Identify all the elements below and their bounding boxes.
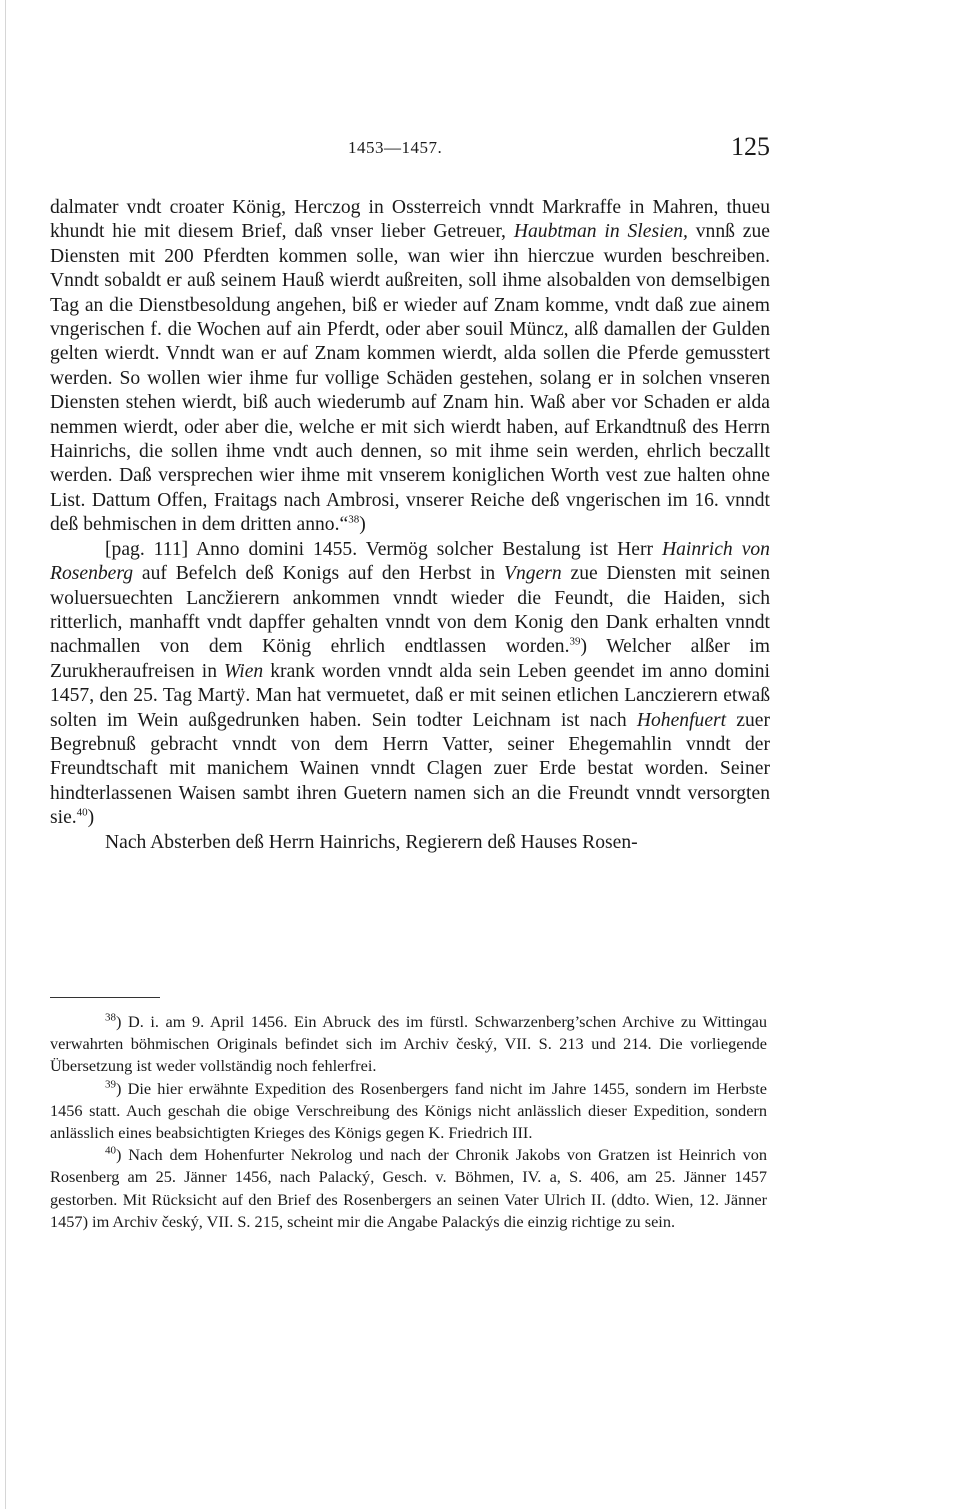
footnote-text: ) Nach dem Hohenfurter Nekrolog und nach der Chronik Jakobs von Gratzen ist Heinrich von Rosenberg am 25. Jänner 1456, nach Palacký, Gesch. v. Böhmen, IV. a, S. 406, am 25. Jänner 1457 gestorben. Mit Rücksicht auf den Brief des Rosenbergers an seinen Vater Ulrich II. (ddto. Wien, 12. Jänner 1457) im Archiv český, VII. S. 215, scheint mir die Angabe Palackýs die einzig richtige zu sein. <box>50 1145 767 1231</box>
paragraph-nach-absterben: Nach Absterben deß Herrn Hainrichs, Regierern deß Hauses Rosen- <box>105 831 638 853</box>
text-run: zuer Begrebnuß gebracht vnndt von dem Herrn Vatter, seiner Ehegemahlin vnndt der Freundtschaft mit manichem Wainen vnndt Clagen zuer Erde bestat worden. Seiner hindterlassenen Waisen sambt ihren Guetern namen sich an die Freundt vnndt versorgten sie. <box>50 709 770 829</box>
page-number: 125 <box>731 132 770 161</box>
footnote-marker: 38 <box>105 1011 116 1024</box>
running-header <box>48 132 770 172</box>
footnote-ref-39: 39 <box>569 635 581 648</box>
paragraph-letter-continuation <box>50 196 770 538</box>
text-run: vnnß zue Diensten mit 200 Pferdten kommen solle, wan wier ihn hierczue wurden beschreiben. Vnndt sobaldt er auß seinem Hauß wierdt außreiten, soll ihme alsobalden von demselbigen Tag an die Dienstbesoldung angehen, biß er wieder auf Znam komme, vndt daß zue ainem vngerischen f. die Wochen auf ain Pferdt, oder aber souil Müncz, alß damallen der Gulden gelten wierdt. Vnndt wan er auf Znam kommen wierdt, alda sollen die Pferde gemusstert werden. So wollen wier ihme fur vollige Schäden gestehen, solang er in solchen vnseren Diensten stehen wierdt, biß auch wiederumb auf Znam hin. Waß aber vor Schaden er alda nemmen wierdt, oder aber die, welche er mit sich wierdt haben, auf Erkandtnuß des Herrn Hainrichs, die sollen ihme vndt auch dennen, so mit ihme sein werden, ehrlich beczallt werden. Daß versprechen wier ihme mit vnserem koniglichen Worth vest zue halten ohne List. Dattum Offen, Fraitags nach Ambrosi, vnserer Reiche deß vngerischen im 16. vnndt deß behmischen in dem dritten anno.“ <box>50 221 770 536</box>
italic-place: Wien <box>224 660 264 682</box>
text-run: ) Welcher alßer im Zurukheraufreisen in <box>50 636 770 682</box>
footnote-39 <box>50 1078 767 1145</box>
footnote-38 <box>50 1011 767 1078</box>
paragraph-anno-1455 <box>50 538 770 831</box>
text-run: [pag. 111] Anno domini 1455. Vermög solcher Bestalung ist Herr <box>105 538 662 560</box>
footnote-marker: 39 <box>105 1078 116 1091</box>
text-run: zue Diensten mit seinen woluersuechten Lancžierern ankommen vnndt wieder die Feundt, die Haiden, sich ritterlich, manhafft vndt dapffer gehalten vnndt von dem Konig den Dank erhalten vnndt nachmallen von dem König ehrlich endtlassen worden. <box>50 563 770 658</box>
footnote-divider <box>50 997 160 998</box>
text-run: ) <box>359 514 366 536</box>
footnote-ref-38: 38 <box>348 513 360 526</box>
footnotes <box>50 1011 767 1233</box>
text-run: krank worden vnndt alda sein Leben geendet im anno domini 1457, den 25. Tag Martÿ. Man hat vermuetet, daß er mit seinen etlichen Lanczierern etwaß solten im Wein außgedrunken haben. Sein todter Leichnam ist nach <box>50 660 770 731</box>
italic-name: Hainrich von Rosenberg <box>50 538 770 585</box>
text-run: auf Befelch deß Konigs auf den Herbst in <box>133 563 505 585</box>
footnote-ref-40: 40 <box>76 806 88 819</box>
footnote-text: ) D. i. am 9. April 1456. Ein Abruck des im fürstl. Schwarzenberg’schen Archive zu Wittingau verwahrten böhmischen Originals befindet sich im Archiv český, VII. S. 213 und 214. Die vorliegende Übersetzung ist weder vollständig noch fehlerfrei. <box>50 1012 767 1076</box>
main-text <box>50 196 770 855</box>
page-edge-line <box>5 0 6 1509</box>
footnote-text: ) Die hier erwähnte Expedition des Rosenbergers fand nicht im Jahre 1455, sondern im Herbste 1456 statt. Auch geschah die obige Verschreibung des Königs nicht anlässlich dieser Expedition, sondern anlässlich eines beabsichtigten Krieges des Königs gegen K. Friedrich III. <box>50 1078 767 1143</box>
running-header-years: 1453—1457. <box>348 138 443 157</box>
footnote-40 <box>50 1144 767 1233</box>
text-run: dalmater vndt croater König, Herczog in Ossterreich vnndt Markraffe in Mahren, thueu khundt hie mit diesem Brief, daß vnser lieber Getreuer, <box>50 197 770 243</box>
text-run: ) <box>87 807 95 829</box>
italic-place: Hohenfuert <box>636 709 727 731</box>
italic-name: Haubtman in Slesien, <box>513 221 688 243</box>
italic-place: Vngern <box>504 563 562 585</box>
footnote-marker: 40 <box>105 1144 116 1157</box>
